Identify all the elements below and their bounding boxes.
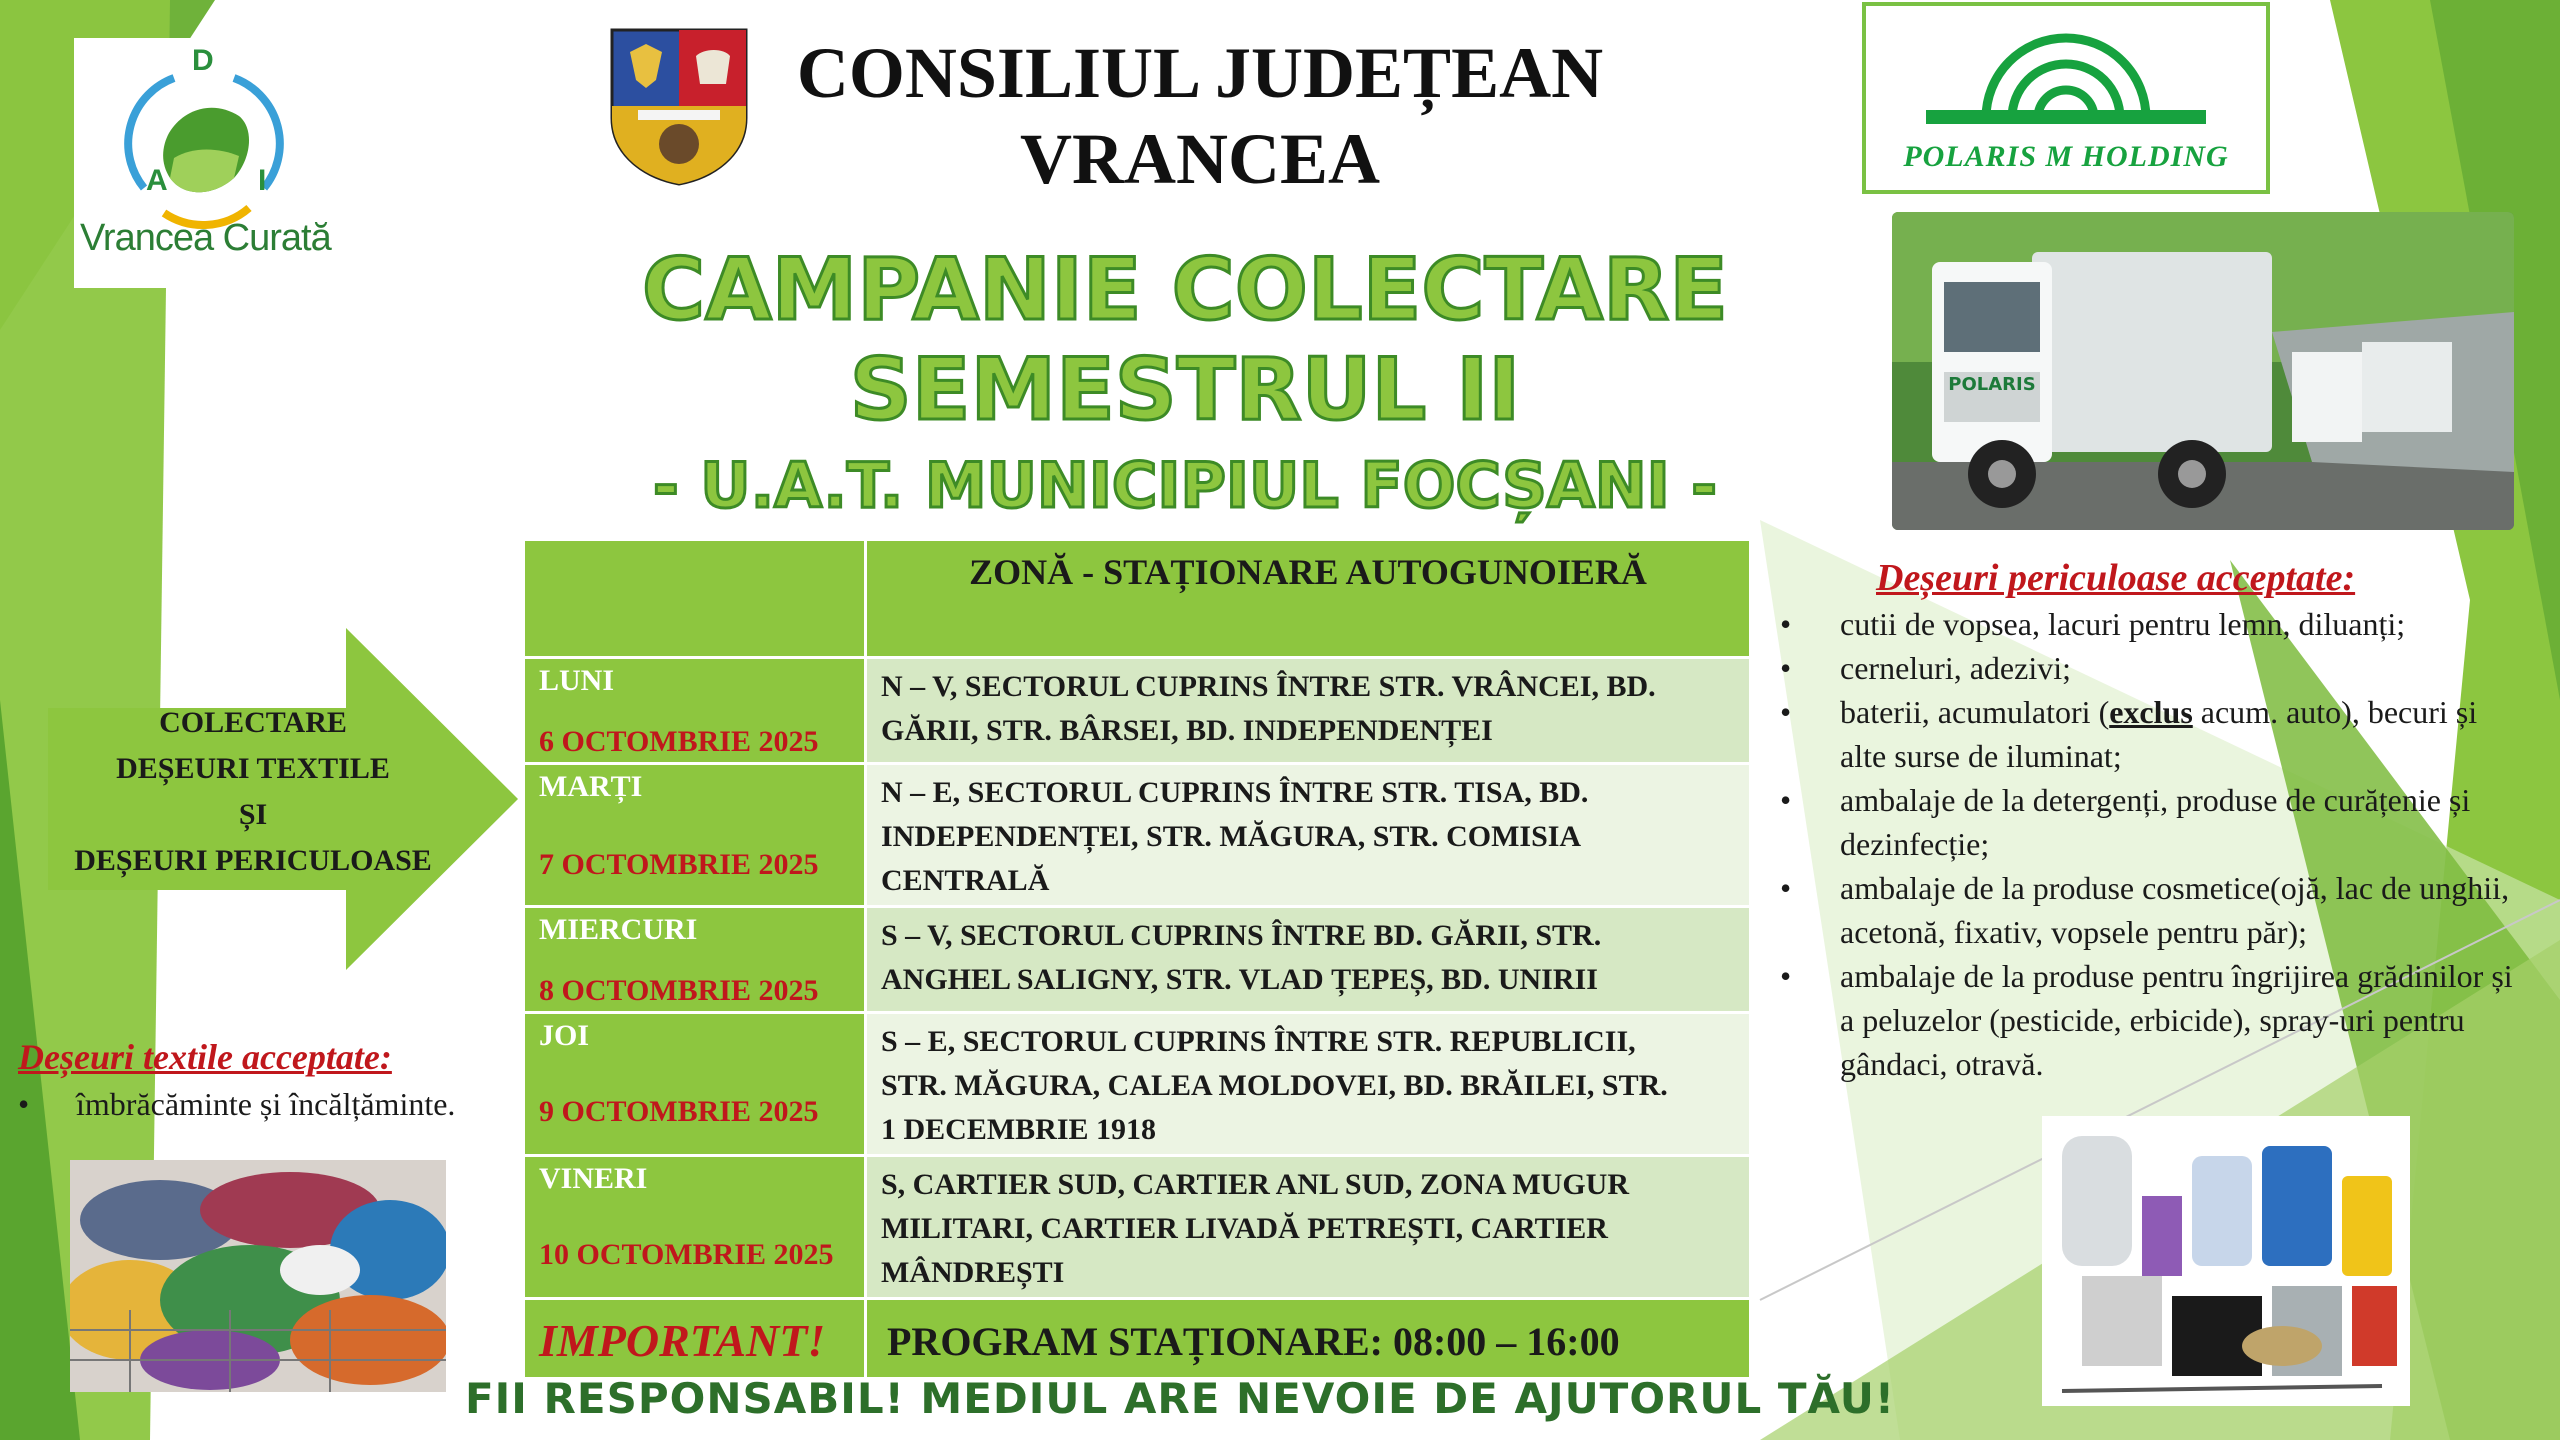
schedule-header-row (524, 540, 1751, 658)
logo-letter-i: I (258, 164, 267, 197)
zone-cell (866, 1156, 1751, 1299)
day-name: MIERCURI (539, 913, 698, 946)
arrow-label (48, 700, 458, 884)
table-row (524, 907, 1751, 1013)
list-item-text: baterii, acumulatori ( (1840, 694, 2110, 730)
zone-line: S – E, SECTORUL CUPRINS ÎNTRE STR. REPUBLICII, (881, 1025, 1636, 1058)
list-item-text: ambalaje de la produse cosmetice(ojă, lac de unghii, acetonă, fixativ, vopsele pentru păr); (1840, 870, 2510, 950)
day-date: 7 OCTOMBRIE 2025 (539, 848, 819, 881)
polaris-swirl-icon (1866, 6, 2266, 136)
truck-label: POLARIS (1948, 374, 2036, 395)
day-date: 8 OCTOMBRIE 2025 (539, 974, 819, 1007)
schedule-header-zone: ZONĂ - STAȚIONARE AUTOGUNOIERĂ (866, 540, 1751, 658)
schedule-header-empty (524, 540, 866, 658)
zone-cell (866, 1013, 1751, 1156)
day-date: 9 OCTOMBRIE 2025 (539, 1095, 819, 1128)
list-item-text: cerneluri, adezivi; (1840, 650, 2071, 686)
vrancea-curata-logo (74, 38, 334, 288)
hazardous-products-photo (2042, 1116, 2410, 1406)
day-name: LUNI (539, 664, 615, 697)
zone-line: S, CARTIER SUD, CARTIER ANL SUD, ZONA MUGUR (881, 1168, 1630, 1201)
vrancea-coat-of-arms-icon (608, 26, 750, 188)
zone-line: N – E, SECTORUL CUPRINS ÎNTRE STR. TISA, BD. (881, 776, 1589, 809)
zone-line: S – V, SECTORUL CUPRINS ÎNTRE BD. GĂRII, STR. (881, 919, 1602, 952)
hazardous-list (1780, 602, 2520, 1086)
schedule-footer-row (524, 1299, 1751, 1379)
zone-line: MILITARI, CARTIER LIVADĂ PETREȘTI, CARTIER (881, 1212, 1608, 1245)
logo-letter-a: A (146, 164, 168, 197)
zone-line: STR. MĂGURA, CALEA MOLDOVEI, BD. BRĂILEI, STR. (881, 1069, 1668, 1102)
council-title-line1: CONSILIUL JUDEȚEAN (796, 33, 1604, 113)
bullet-icon: • (18, 1086, 30, 1122)
list-item-text: ambalaje de la produse pentru îngrijirea grădinilor și a peluzelor (pesticide, erbicide), spray-uri pentru gândaci, otravă. (1840, 958, 2513, 1082)
day-cell (524, 658, 866, 764)
table-row (524, 1013, 1751, 1156)
day-name: VINERI (539, 1162, 648, 1195)
clothes-pile-photo (70, 1160, 446, 1392)
zone-cell (866, 658, 1751, 764)
campaign-title-line2: SEMESTRUL II (849, 340, 1521, 440)
program-hours: PROGRAM STAȚIONARE: 08:00 – 16:00 (866, 1299, 1751, 1379)
footer-slogan: FII RESPONSABIL! MEDIUL ARE NEVOIE DE AJUTORUL TĂU! (464, 1374, 1895, 1423)
day-cell (524, 764, 866, 907)
table-row (524, 764, 1751, 907)
textiles-item-text: îmbrăcăminte și încălțăminte. (76, 1086, 456, 1122)
zone-line: GĂRII, STR. BÂRSEI, BD. INDEPENDENȚEI (881, 714, 1493, 747)
zone-cell (866, 907, 1751, 1013)
list-item (1780, 602, 2520, 646)
day-name: MARȚI (539, 770, 643, 803)
day-cell (524, 1013, 866, 1156)
textiles-title: Deșeuri textile acceptate: (18, 1037, 392, 1077)
list-item (1780, 646, 2520, 690)
list-item (1780, 954, 2520, 1086)
list-item (1780, 690, 2520, 778)
day-date: 10 OCTOMBRIE 2025 (539, 1238, 834, 1271)
textiles-item (18, 1086, 455, 1123)
day-date: 6 OCTOMBRIE 2025 (539, 725, 819, 758)
zone-line: N – V, SECTORUL CUPRINS ÎNTRE STR. VRÂNCEI, BD. (881, 670, 1656, 703)
logo-letter-d: D (192, 44, 214, 77)
day-name: JOI (539, 1019, 590, 1052)
polaris-logo (1862, 2, 2270, 194)
council-title (760, 30, 1640, 202)
polaris-brand-text: POLARIS M HOLDING (1903, 140, 2229, 173)
council-title-line2: VRANCEA (1020, 119, 1380, 199)
list-item (1780, 778, 2520, 866)
hazardous-title: Deșeuri periculoase acceptate: (1876, 557, 2356, 599)
arrow-label-line: ȘI (238, 798, 268, 831)
zone-line: ANGHEL SALIGNY, STR. VLAD ȚEPEȘ, BD. UNIRII (881, 963, 1598, 996)
garbage-truck-photo (1892, 212, 2514, 530)
arrow-label-line: COLECTARE (159, 706, 347, 739)
vrancea-curata-brand: Vrancea Curată (80, 217, 331, 259)
arrow-label-line: DEȘEURI PERICULOASE (74, 844, 432, 877)
zone-line: 1 DECEMBRIE 1918 (881, 1113, 1157, 1146)
zone-line: INDEPENDENȚEI, STR. MĂGURA, STR. COMISIA (881, 820, 1582, 853)
day-cell (524, 907, 866, 1013)
campaign-title-line1: CAMPANIE COLECTARE (641, 240, 1728, 340)
zone-line: CENTRALĂ (881, 864, 1050, 897)
zone-line: MÂNDREȘTI (881, 1256, 1065, 1289)
important-label: IMPORTANT! (524, 1299, 866, 1379)
exclus-emphasis: exclus (2109, 694, 2193, 730)
arrow-label-line: DEȘEURI TEXTILE (116, 752, 390, 785)
list-item-text: acum. auto), becuri și alte surse de iluminat; (1840, 694, 2478, 774)
zone-cell (866, 764, 1751, 907)
schedule-table (522, 538, 1752, 1380)
day-cell (524, 1156, 866, 1299)
table-row (524, 1156, 1751, 1299)
table-row (524, 658, 1751, 764)
list-item-text: cutii de vopsea, lacuri pentru lemn, diluanți; (1840, 606, 2406, 642)
list-item-text: ambalaje de la detergenți, produse de curățenie și dezinfecție; (1840, 782, 2471, 862)
list-item (1780, 866, 2520, 954)
campaign-title-line3: - U.A.T. MUNICIPIUL FOCȘANI - (652, 449, 1718, 522)
